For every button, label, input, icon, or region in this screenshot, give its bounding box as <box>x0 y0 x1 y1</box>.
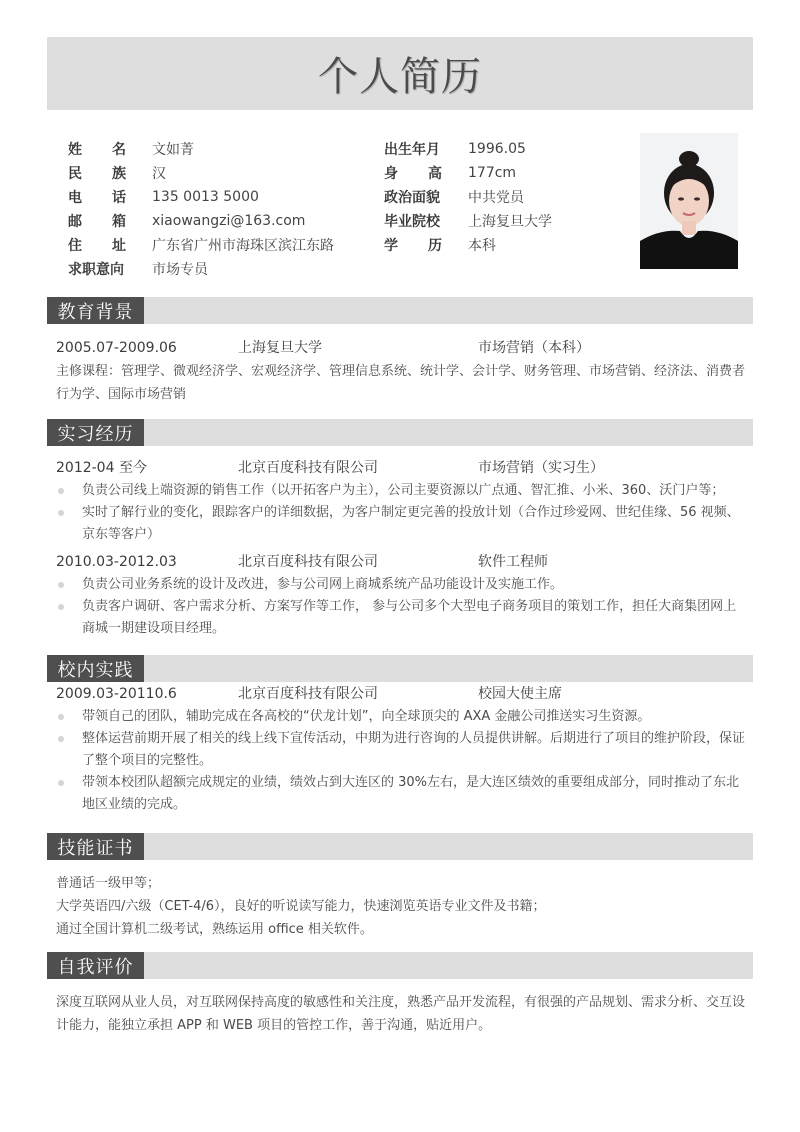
internship-company: 北京百度科技有限公司 <box>238 459 378 476</box>
section-header-skills <box>47 833 753 860</box>
info-label: 毕业院校 <box>384 214 440 230</box>
info-label: 身 高 <box>384 166 442 182</box>
campus-entry-head <box>56 682 746 706</box>
info-label: 求职意向 <box>68 262 124 278</box>
section-header-education <box>47 297 753 324</box>
section-header-self-eval <box>47 952 753 979</box>
info-label: 出生年月 <box>384 142 440 158</box>
section-title-skills: 技能证书 <box>47 833 144 860</box>
info-value-address: 广东省广州市海珠区滨江东路 <box>152 238 334 254</box>
info-label: 学 历 <box>384 238 442 254</box>
skills-section <box>56 872 746 941</box>
info-row-name <box>68 137 334 161</box>
info-value-birth: 1996.05 <box>468 141 526 157</box>
info-value-name: 文如菁 <box>152 142 194 158</box>
list-item: 实时了解行业的变化，跟踪客户的详细数据，为客户制定更完善的投放计划（合作过珍爱网、世纪佳缘、56 视频、京东等客户） <box>56 502 746 546</box>
section-title-self-eval: 自我评价 <box>47 952 144 979</box>
campus-section <box>56 682 746 816</box>
info-value-ethnicity: 汉 <box>152 166 166 182</box>
campus-company: 北京百度科技有限公司 <box>238 685 378 702</box>
list-item: 带领本校团队超额完成规定的业绩，绩效占到大连区的 30%左右，是大连区绩效的重要组成部分，同时推动了东北地区业绩的完成。 <box>56 772 746 816</box>
education-entry-head <box>56 336 746 360</box>
skill-line: 普通话一级甲等； <box>56 876 161 891</box>
section-title-campus: 校内实践 <box>47 655 144 682</box>
list-item: 负责公司业务系统的设计及改进，参与公司网上商城系统产品功能设计及实施工作。 <box>56 574 746 596</box>
avatar-photo <box>640 133 738 269</box>
info-label: 民 族 <box>68 166 126 182</box>
education-courses: 主修课程：管理学、微观经济学、宏观经济学、管理信息系统、统计学、会计学、财务管理、市场营销、经济法、消费者行为学、国际市场营销 <box>56 364 746 402</box>
info-row-objective <box>68 257 334 281</box>
profile-info-left <box>68 137 334 281</box>
internship-bullets <box>56 574 746 640</box>
info-value-objective: 市场专员 <box>152 262 208 278</box>
info-value-phone: 135 0013 5000 <box>152 189 259 205</box>
info-label: 政治面貌 <box>384 190 440 206</box>
info-label: 邮 箱 <box>68 214 126 230</box>
education-period: 2005.07-2009.06 <box>56 339 177 356</box>
section-header-internship <box>47 419 753 446</box>
internship-section <box>56 456 746 640</box>
info-row-ethnicity <box>68 161 334 185</box>
internship-bullets <box>56 480 746 546</box>
internship-entry-head <box>56 550 746 574</box>
internship-entry-head <box>56 456 746 480</box>
education-section <box>56 336 746 406</box>
list-item: 整体运营前期开展了相关的线上线下宣传活动，中期为进行咨询的人员提供讲解。后期进行了项目的维护阶段，保证了整个项目的完整性。 <box>56 728 746 772</box>
info-row-height <box>384 161 552 185</box>
skill-line: 大学英语四/六级（CET-4/6），良好的听说读写能力，快速浏览英语专业文件及书籍； <box>56 899 546 914</box>
info-row-degree <box>384 233 552 257</box>
education-school: 上海复旦大学 <box>238 339 322 356</box>
portrait-icon <box>640 133 738 269</box>
info-row-birth <box>384 137 552 161</box>
info-row-political <box>384 185 552 209</box>
list-item: 负责客户调研、客户需求分析、方案写作等工作， 参与公司多个大型电子商务项目的策划工作，担任大商集团网上商城一期建设项目经理。 <box>56 596 746 640</box>
info-label: 姓 名 <box>68 142 126 158</box>
self-eval-section <box>56 991 746 1037</box>
info-label: 住 址 <box>68 238 126 254</box>
section-header-campus <box>47 655 753 682</box>
section-title-internship: 实习经历 <box>47 419 144 446</box>
campus-role: 校园大使主席 <box>478 685 562 702</box>
campus-period: 2009.03-20110.6 <box>56 685 177 702</box>
list-item: 负责公司线上端资源的销售工作（以开拓客户为主），公司主要资源以广点通、智汇推、小米、360、沃门户等； <box>56 480 746 502</box>
internship-period: 2012-04 至今 <box>56 459 147 476</box>
info-label: 电 话 <box>68 190 126 206</box>
page-title: 个人简历 <box>318 54 482 100</box>
internship-role: 市场营销（实习生） <box>478 459 604 476</box>
info-row-address <box>68 233 334 257</box>
info-value-political: 中共党员 <box>468 190 524 206</box>
internship-company: 北京百度科技有限公司 <box>238 553 378 570</box>
campus-bullets <box>56 706 746 816</box>
info-value-school: 上海复旦大学 <box>468 214 552 230</box>
info-value-degree: 本科 <box>468 238 496 254</box>
skill-line: 通过全国计算机二级考试，熟练运用 office 相关软件。 <box>56 922 373 937</box>
title-banner <box>47 37 753 110</box>
education-major: 市场营销（本科） <box>478 339 590 356</box>
list-item: 带领自己的团队，辅助完成在各高校的“伏龙计划”，向全球顶尖的 AXA 金融公司推送实习生资源。 <box>56 706 746 728</box>
section-title-education: 教育背景 <box>47 297 144 324</box>
info-row-school <box>384 209 552 233</box>
profile-info-right <box>384 137 552 257</box>
self-eval-text: 深度互联网从业人员，对互联网保持高度的敏感性和关注度，熟悉产品开发流程，有很强的产品规划、需求分析、交互设计能力，能独立承担 APP 和 WEB 项目的管控工作，善于沟通，贴近用户。 <box>56 995 746 1033</box>
internship-role: 软件工程师 <box>478 553 548 570</box>
internship-period: 2010.03-2012.03 <box>56 553 177 570</box>
info-value-email: xiaowangzi@163.com <box>152 213 306 229</box>
info-row-phone <box>68 185 334 209</box>
info-row-email <box>68 209 334 233</box>
info-value-height: 177cm <box>468 165 517 181</box>
